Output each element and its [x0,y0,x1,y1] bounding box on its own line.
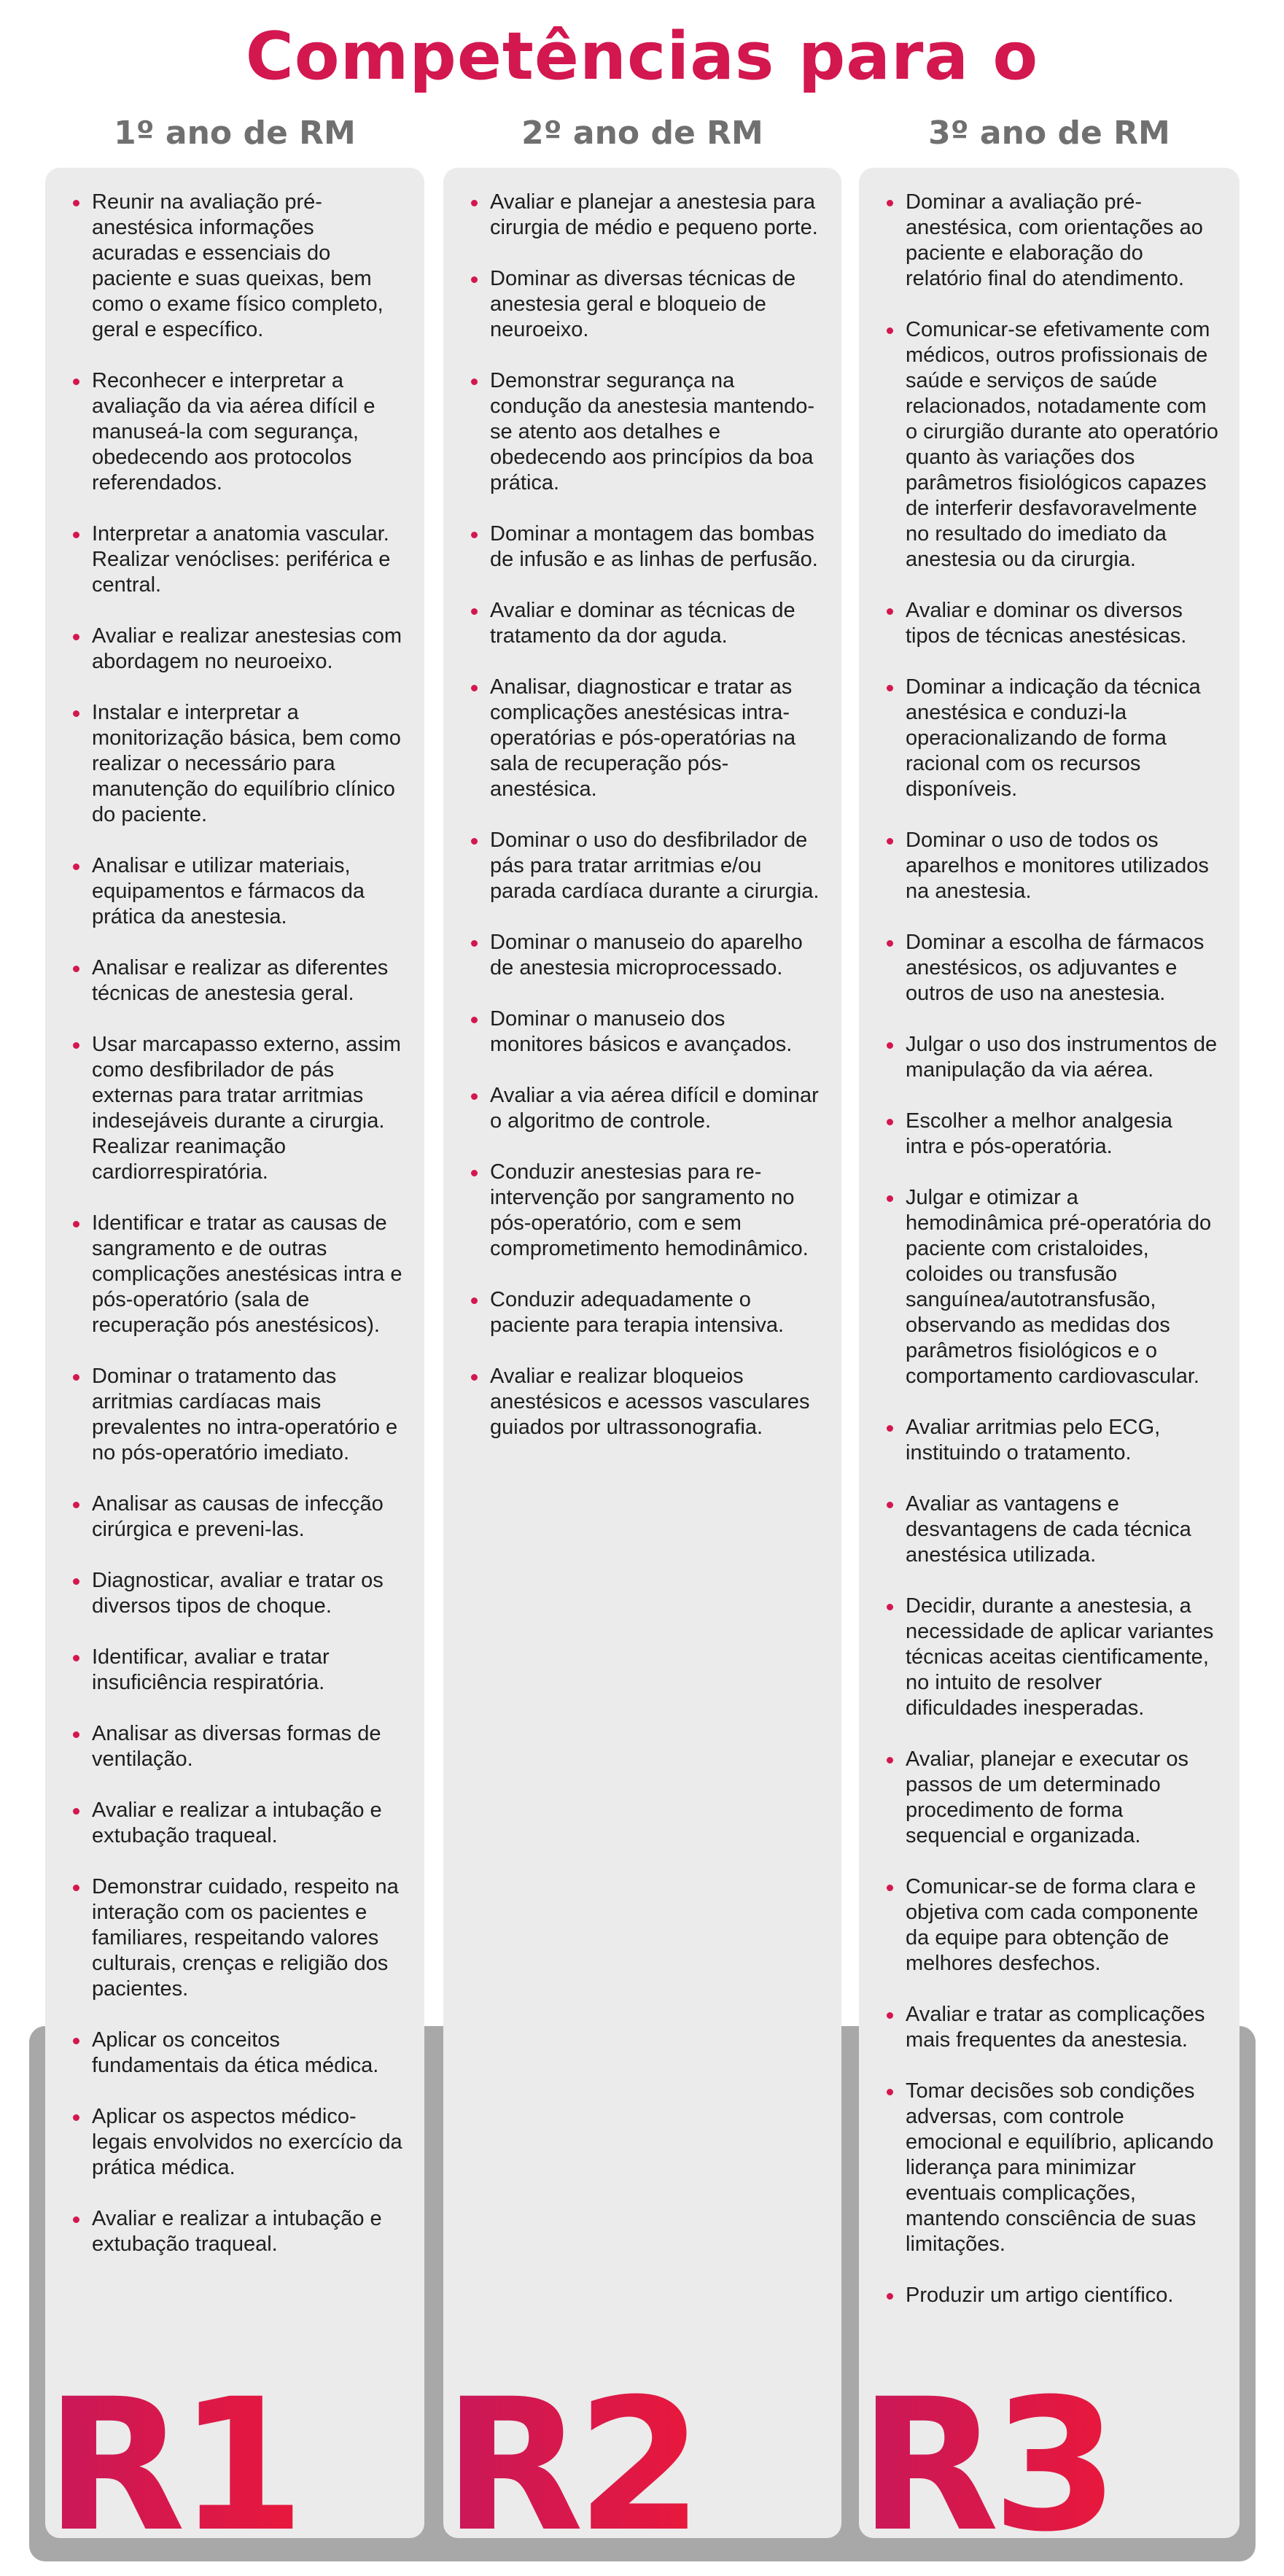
column-card-r3 [859,168,1240,2538]
competency-item: Demonstrar cuidado, respeito na interação com os pacientes e familiares, respeitando valores culturais, crenças e religião dos pacientes. [70,1874,404,2002]
competency-item: Analisar e utilizar materiais, equipamentos e fármacos da prática da anestesia. [70,853,404,930]
competency-item: Avaliar e dominar os diversos tipos de técnicas anestésicas. [884,598,1219,649]
competency-item: Reconhecer e interpretar a avaliação da via aérea difícil e manuseá-la com segurança, obedecendo aos protocolos referendados. [70,368,404,496]
competency-list-r2 [443,168,841,1440]
competency-item: Dominar o uso de todos os aparelhos e monitores utilizados na anestesia. [884,828,1219,904]
competency-item: Julgar e otimizar a hemodinâmica pré-operatória do paciente com cristaloides, coloides ou transfusão sanguínea/autotransfusão, observando as medidas dos parâmetros fisiológicos e o comportamento cardiovascular. [884,1185,1219,1389]
competency-item: Comunicar-se efetivamente com médicos, outros profissionais de saúde e serviços de saúde relacionados, notadamente com o cirurgião durante ato operatório quanto às variações dos parâmetros fisiológicos capazes de interferir desfavoravelmente no resultado do imediato da anestesia ou da cirurgia. [884,317,1219,573]
year-label-r3: R3 [859,2375,1111,2538]
competency-item: Diagnosticar, avaliar e tratar os diversos tipos de choque. [70,1568,404,1619]
competency-item: Dominar o manuseio do aparelho de anestesia microprocessado. [468,930,821,981]
competency-item: Comunicar-se de forma clara e objetiva com cada componente da equipe para obtenção de melhores desfechos. [884,1874,1219,1976]
competency-item: Instalar e interpretar a monitorização básica, bem como realizar o necessário para manutenção do equilíbrio clínico do paciente. [70,700,404,828]
competency-item: Avaliar e realizar anestesias com abordagem no neuroeixo. [70,624,404,675]
competency-item: Reunir na avaliação pré-anestésica informações acuradas e essenciais do paciente e suas queixas, bem como o exame físico completo, geral e específico. [70,190,404,343]
competency-item: Aplicar os conceitos fundamentais da ética médica. [70,2028,404,2079]
column-card-r2 [443,168,841,2538]
competency-item: Analisar e realizar as diferentes técnicas de anestesia geral. [70,955,404,1006]
competency-item: Avaliar e dominar as técnicas de tratamento da dor aguda. [468,598,821,649]
competency-item: Escolher a melhor analgesia intra e pós-operatória. [884,1109,1219,1160]
competency-item: Avaliar e realizar bloqueios anestésicos e acessos vasculares guiados por ultrassonografia. [468,1364,821,1440]
competency-item: Dominar a montagem das bombas de infusão e as linhas de perfusão. [468,521,821,573]
competency-item: Avaliar e planejar a anestesia para cirurgia de médio e pequeno porte. [468,190,821,241]
competency-item: Dominar a avaliação pré-anestésica, com orientações ao paciente e elaboração do relatório final do atendimento. [884,190,1219,292]
competency-item: Avaliar e tratar as complicações mais frequentes da anestesia. [884,2002,1219,2053]
competency-item: Aplicar os aspectos médico-legais envolvidos no exercício da prática médica. [70,2104,404,2181]
competency-item: Usar marcapasso externo, assim como desfibrilador de pás externas para tratar arritmias indesejáveis durante a cirurgia. Realizar reanimação cardiorrespiratória. [70,1032,404,1185]
competency-item: Interpretar a anatomia vascular. Realizar venóclises: periférica e central. [70,521,404,598]
year-label-r1: R1 [45,2375,297,2538]
competency-list-r1 [45,168,424,2257]
competency-item: Conduzir adequadamente o paciente para terapia intensiva. [468,1287,821,1338]
column-header-r3: 3º ano de RM [928,115,1170,152]
competency-item: Avaliar e realizar a intubação e extubação traqueal. [70,1798,404,1849]
competency-item: Dominar o uso do desfibrilador de pás para tratar arritmias e/ou parada cardíaca durante a cirurgia. [468,828,821,904]
competency-item: Tomar decisões sob condições adversas, com controle emocional e equilíbrio, aplicando liderança para minimizar eventuais complicações, mantendo consciência de suas limitações. [884,2079,1219,2257]
competency-item: Identificar, avaliar e tratar insuficiência respiratória. [70,1645,404,1696]
column-header-r1: 1º ano de RM [114,115,356,152]
competency-item: Produzir um artigo científico. [884,2283,1219,2308]
column-header-r2: 2º ano de RM [521,115,763,152]
competency-item: Analisar as diversas formas de ventilação. [70,1721,404,1772]
competency-item: Dominar a escolha de fármacos anestésicos, os adjuvantes e outros de uso na anestesia. [884,930,1219,1006]
competency-item: Analisar, diagnosticar e tratar as complicações anestésicas intra-operatórias e pós-operatórias na sala de recuperação pós-anestésica. [468,675,821,802]
competency-item: Conduzir anestesias para re-intervenção por sangramento no pós-operatório, com e sem comprometimento hemodinâmico. [468,1160,821,1262]
competency-item: Demonstrar segurança na condução da anestesia mantendo-se atento aos detalhes e obedecendo aos princípios da boa prática. [468,368,821,496]
competency-item: Dominar a indicação da técnica anestésica e conduzi-la operacionalizando de forma racional com os recursos disponíveis. [884,675,1219,802]
competency-item: Avaliar a via aérea difícil e dominar o algoritmo de controle. [468,1083,821,1134]
competency-item: Avaliar, planejar e executar os passos de um determinado procedimento de forma sequencial e organizada. [884,1747,1219,1849]
competency-item: Identificar e tratar as causas de sangramento e de outras complicações anestésicas intra e pós-operatório (sala de recuperação pós anestésicos). [70,1211,404,1338]
competency-item: Avaliar e realizar a intubação e extubação traqueal. [70,2206,404,2257]
competency-item: Julgar o uso dos instrumentos de manipulação da via aérea. [884,1032,1219,1083]
competency-item: Dominar o manuseio dos monitores básicos e avançados. [468,1006,821,1058]
competency-item: Dominar as diversas técnicas de anestesia geral e bloqueio de neuroeixo. [468,266,821,343]
column-card-r1 [45,168,424,2538]
year-label-r2: R2 [443,2375,696,2538]
page-title: Competências para o [245,18,1039,95]
competency-item: Dominar o tratamento das arritmias cardíacas mais prevalentes no intra-operatório e no pós-operatório imediato. [70,1364,404,1466]
competency-item: Decidir, durante a anestesia, a necessidade de aplicar variantes técnicas aceitas cientificamente, no intuito de resolver dificuldades inesperadas. [884,1594,1219,1721]
competency-item: Avaliar arritmias pelo ECG, instituindo o tratamento. [884,1415,1219,1466]
competency-list-r3 [859,168,1240,2308]
competency-item: Analisar as causas de infecção cirúrgica e preveni-las. [70,1491,404,1543]
competency-item: Avaliar as vantagens e desvantagens de cada técnica anestésica utilizada. [884,1491,1219,1568]
